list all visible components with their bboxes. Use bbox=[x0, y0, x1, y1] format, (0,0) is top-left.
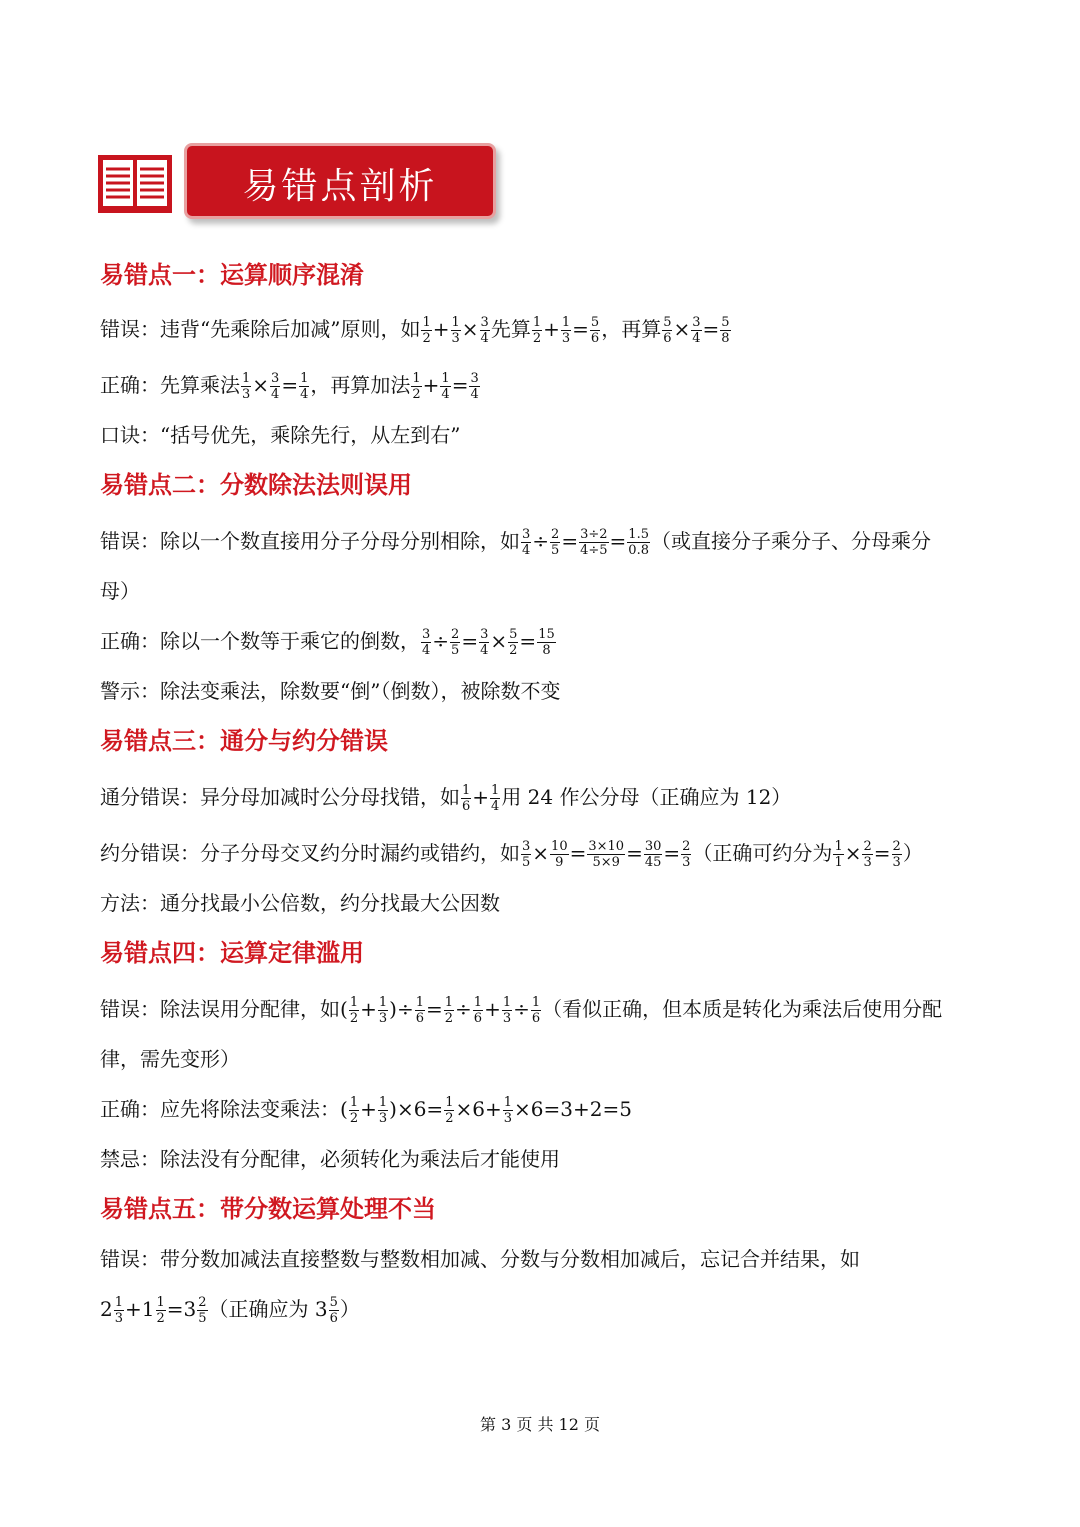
section-heading: 易错点五：带分数运算处理不当 bbox=[100, 1195, 436, 1223]
paragraph: 约分错误：分子分母交叉约分时漏约或错约，如 $\frac{3}{5}$ × $\frac{10}{9}$ = $\frac{3\times 10}{5\times 9}$ = $\frac{30}{45}$ = $\frac{2}{3}$ （正确可约分为 $\frac{1}{1}$ × $\frac{2}{3}$ = $\frac{2}{3}$ ） bbox=[100, 839, 923, 870]
section-header bbox=[96, 143, 506, 225]
paragraph: 错误：除以一个数直接用分子分母分别相除，如 $\frac{3}{4}$ ÷ $\frac{2}{5}$ = $\frac{3\div 2}{4\div 5}$ = $\frac{1.5}{0.8}$ （或直接分子乘分子、分母乘分 bbox=[100, 527, 931, 558]
paragraph: 正确：先算乘法 $\frac{1}{3}$ × $\frac{3}{4}$ = $\frac{1}{4}$ ，再算加法 $\frac{1}{2}$ + $\frac{1}{4}$ = $\frac{3}{4}$ bbox=[100, 371, 479, 402]
paragraph: 律，需先变形） bbox=[100, 1047, 240, 1071]
content bbox=[100, 250, 990, 1334]
section-heading: 易错点一：运算顺序混淆 bbox=[100, 261, 364, 289]
paragraph: 口诀：“括号优先，乘除先行，从左到右” bbox=[100, 423, 461, 447]
paragraph: 正确：除以一个数等于乘它的倒数， $\frac{3}{4}$ ÷ $\frac{2}{5}$ = $\frac{3}{4}$ × $\frac{5}{2}$ = $\frac{15}{8}$ bbox=[100, 627, 555, 658]
paragraph: 错误：除法误用分配律，如( $\frac{1}{2}$ + $\frac{1}{3}$ )÷ $\frac{1}{6}$ = $\frac{1}{2}$ ÷ $\frac{1}{6}$ + $\frac{1}{3}$ ÷ $\frac{1}{6}$ （看似正确，但本质是转化为乘法后使用分配 bbox=[100, 995, 943, 1026]
section-heading: 易错点二：分数除法法则误用 bbox=[100, 471, 412, 499]
paragraph: 方法：通分找最小公倍数，约分找最大公因数 bbox=[100, 891, 500, 915]
open-book-icon bbox=[96, 151, 174, 217]
paragraph: 母） bbox=[100, 579, 140, 603]
paragraph: 通分错误：异分母加减时公分母找错，如 $\frac{1}{6}$ + $\frac{1}{4}$ 用 24 作公分母（正确应为 12） bbox=[100, 783, 792, 814]
page-title: 易错点剖析 bbox=[242, 166, 438, 207]
title-banner bbox=[184, 143, 496, 219]
paragraph: 禁忌：除法没有分配律，必须转化为乘法后才能使用 bbox=[100, 1147, 560, 1171]
section-heading: 易错点三：通分与约分错误 bbox=[100, 727, 388, 755]
paragraph: 2 $\frac{1}{3}$ +1 $\frac{1}{2}$ =3 $\frac{2}{5}$ （正确应为 3 $\frac{5}{6}$ ） bbox=[100, 1295, 360, 1326]
paragraph: 正确：应先将除法变乘法：( $\frac{1}{2}$ + $\frac{1}{3}$ )×6= $\frac{1}{2}$ ×6+ $\frac{1}{3}$ ×6=3+2=5 bbox=[100, 1095, 632, 1126]
paragraph: 警示：除法变乘法，除数要“倒”（倒数），被除数不变 bbox=[100, 679, 561, 703]
paragraph: 错误：违背“先乘除后加减”原则，如 $\frac{1}{2}$ + $\frac{1}{3}$ × $\frac{3}{4}$ 先算 $\frac{1}{2}$ + $\frac{1}{3}$ = $\frac{5}{6}$ ，再算 $\frac{5}{6}$ × $\frac{3}{4}$ = $\frac{5}{8}$ bbox=[100, 315, 730, 346]
section-heading: 易错点四：运算定律滥用 bbox=[100, 939, 364, 967]
paragraph: 错误：带分数加减法直接整数与整数相加减、分数与分数相加减后，忘记合并结果，如 bbox=[100, 1247, 860, 1271]
page-number: 第 3 页 共 12 页 bbox=[480, 1415, 600, 1434]
